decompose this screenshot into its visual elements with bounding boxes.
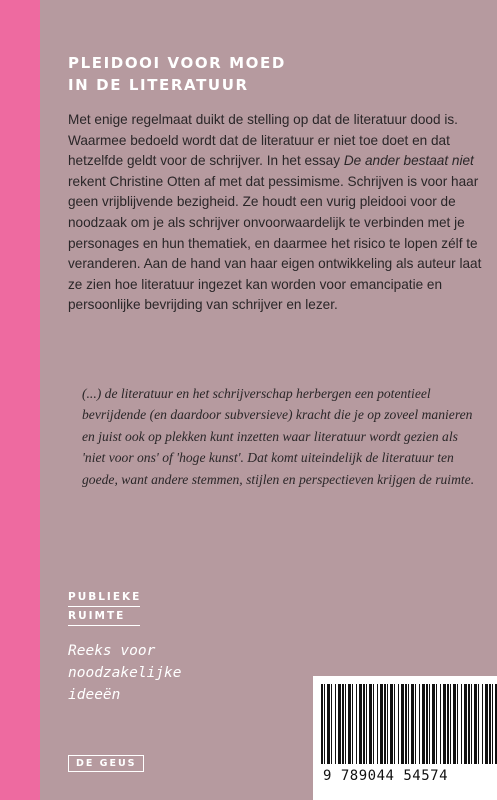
blurb-part-1: Met enige regelmaat duikt de stelling op dat de literatuur dood is. Waarmee bedoeld wordt dat de literatuur er niet toe doet en dat hetzelfde geldt voor de schrijver. In het essay bbox=[68, 112, 458, 169]
series-name bbox=[68, 589, 140, 626]
tagline-line-1: Reeks voor bbox=[68, 643, 156, 659]
series-tagline bbox=[68, 640, 182, 706]
publisher-logo: DE GEUS bbox=[68, 755, 144, 772]
isbn-number: 9 789044 54574 bbox=[323, 768, 449, 784]
title-line-1: PLEIDOOI VOOR MOED bbox=[68, 54, 286, 72]
barcode-area bbox=[313, 676, 497, 800]
title-line-2: IN DE LITERATUUR bbox=[68, 76, 249, 94]
quote-text: (...) de literatuur en het schrijverschap herbergen een potentieel bevrijdende (en daardoor subversieve) kracht die je op zoveel manieren en juist ook op plekken kunt inzetten waar literatuur wordt gezien als 'niet voor ons' of 'hoge kunst'. Dat komt uiteindelijk de literatuur ten goede, want andere stemmen, stijlen en perspectieven krijgen de ruimte. bbox=[82, 386, 475, 487]
cover-title bbox=[68, 52, 286, 96]
series-line-1: PUBLIEKE bbox=[68, 589, 140, 607]
blurb-text bbox=[68, 110, 488, 316]
book-title-italic: De ander bestaat niet bbox=[343, 153, 474, 169]
blurb-part-2: rekent Christine Otten af met dat pessimisme. Schrijven is voor haar geen vrijblijvende bezigheid. Ze houdt een vurig pleidooi voor de noodzaak om je als schrijver onvoorwaardelijk te verbinden met je personages en hun thematiek, en daarmee het risico te lopen zélf te veranderen. Aan de hand van haar eigen ontwikkeling als auteur laat ze zien hoe literatuur ingezet kan worden voor emancipatie en persoonlijke bevrijding van schrijver en lezer. bbox=[68, 173, 482, 313]
tagline-line-3: ideeën bbox=[68, 687, 121, 703]
barcode-icon bbox=[321, 684, 497, 764]
tagline-line-2: noodzakelijke bbox=[68, 665, 182, 681]
blurb-paragraph bbox=[68, 110, 488, 316]
series-line-2: RUIMTE bbox=[68, 608, 140, 626]
